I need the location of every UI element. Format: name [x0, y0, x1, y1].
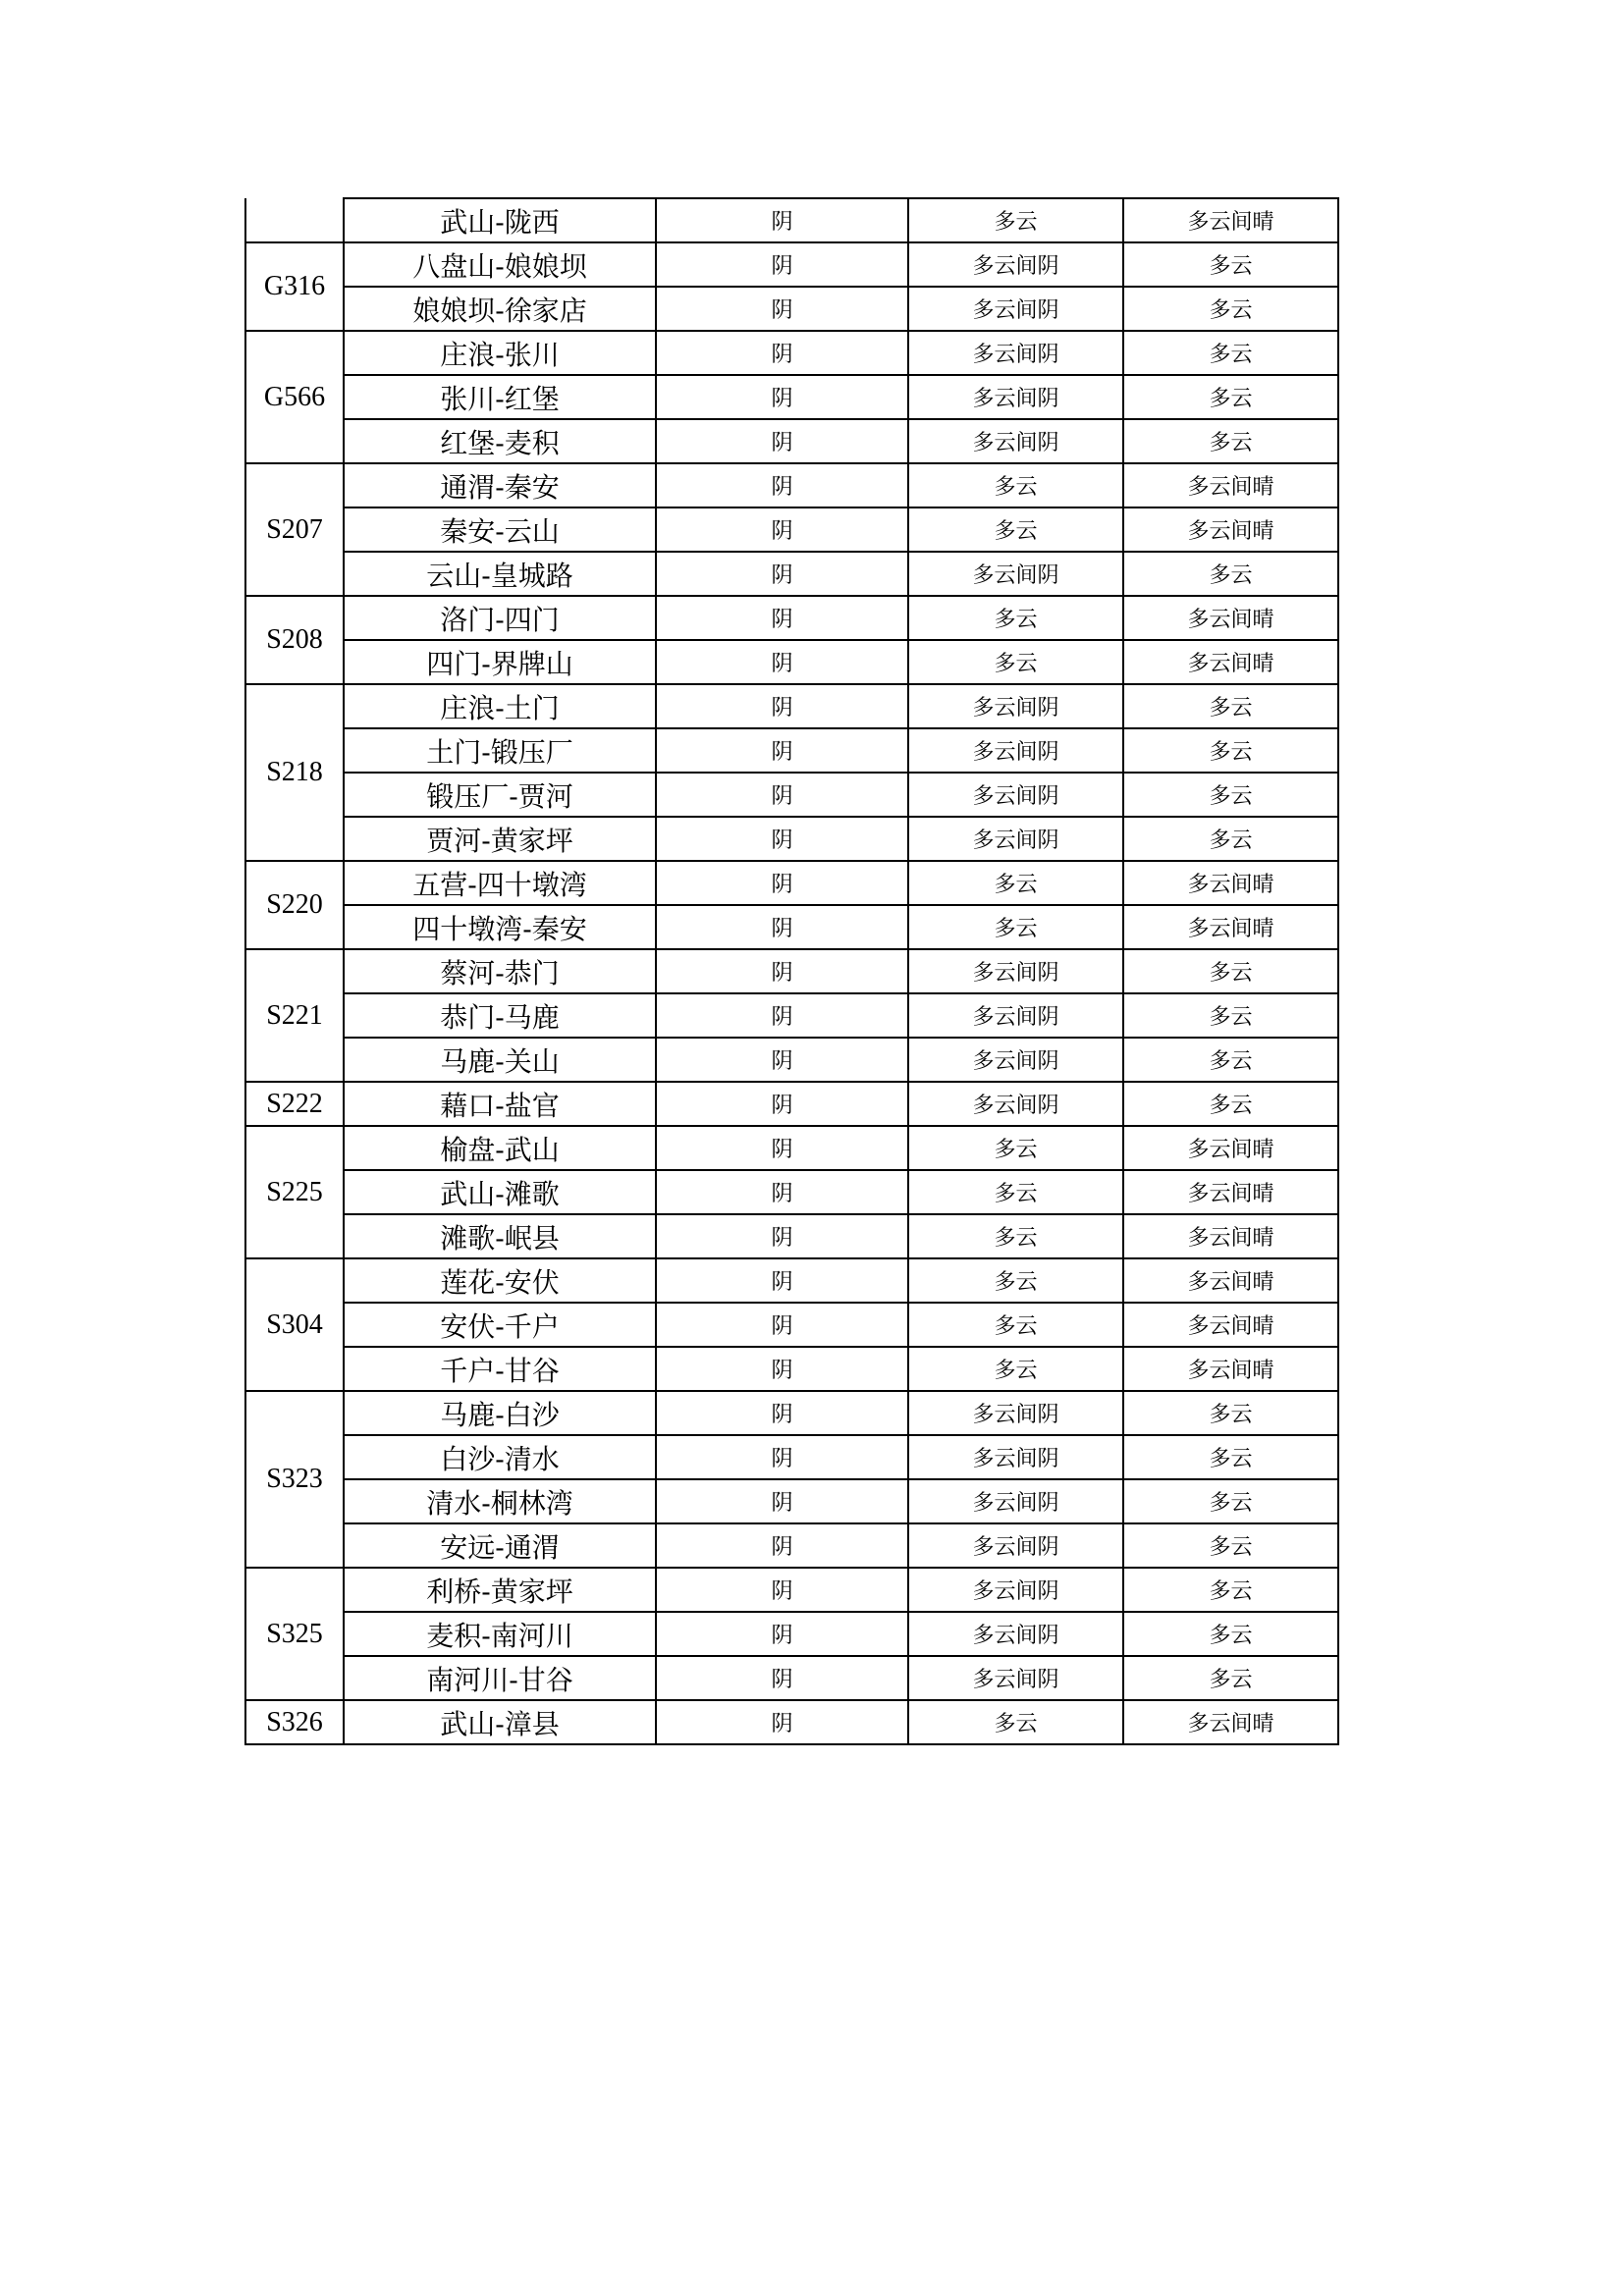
weather-period-2-cell: 多云间阴: [908, 1435, 1123, 1479]
section-name-cell: 滩歌-岷县: [344, 1214, 656, 1258]
weather-period-3-cell: 多云: [1123, 552, 1338, 596]
weather-period-2-cell: 多云: [908, 198, 1123, 242]
section-name-cell: 南河川-甘谷: [344, 1656, 656, 1700]
road-code-cell: S222: [245, 1082, 344, 1126]
weather-period-2-cell: 多云: [908, 463, 1123, 507]
weather-period-3-cell: 多云: [1123, 1082, 1338, 1126]
section-name-cell: 洛门-四门: [344, 596, 656, 640]
table-row: [245, 861, 1338, 905]
weather-period-1-cell: 阴: [656, 242, 908, 287]
table-row: [245, 331, 1338, 375]
section-name-cell: 庄浪-张川: [344, 331, 656, 375]
road-code-cell: S323: [245, 1391, 344, 1568]
weather-period-2-cell: 多云间阴: [908, 552, 1123, 596]
section-name-cell: 马鹿-关山: [344, 1038, 656, 1082]
weather-period-3-cell: 多云间晴: [1123, 596, 1338, 640]
table-row: [245, 1126, 1338, 1170]
weather-period-1-cell: 阴: [656, 463, 908, 507]
weather-period-3-cell: 多云: [1123, 331, 1338, 375]
section-name-cell: 恭门-马鹿: [344, 993, 656, 1038]
table-row: [245, 1568, 1338, 1612]
weather-period-2-cell: 多云间阴: [908, 773, 1123, 817]
weather-period-2-cell: 多云间阴: [908, 1656, 1123, 1700]
weather-period-3-cell: 多云: [1123, 1656, 1338, 1700]
weather-period-3-cell: 多云间晴: [1123, 1126, 1338, 1170]
road-weather-table: [244, 197, 1339, 1745]
weather-period-2-cell: 多云: [908, 640, 1123, 684]
weather-period-3-cell: 多云: [1123, 1391, 1338, 1435]
road-code-cell: G566: [245, 331, 344, 463]
weather-period-2-cell: 多云: [908, 905, 1123, 949]
weather-period-2-cell: 多云间阴: [908, 1082, 1123, 1126]
weather-period-2-cell: 多云间阴: [908, 684, 1123, 728]
section-name-cell: 四门-界牌山: [344, 640, 656, 684]
weather-period-3-cell: 多云: [1123, 1435, 1338, 1479]
weather-period-2-cell: 多云: [908, 1126, 1123, 1170]
weather-period-1-cell: 阴: [656, 861, 908, 905]
table-row: [245, 552, 1338, 596]
weather-period-3-cell: 多云: [1123, 1568, 1338, 1612]
weather-period-1-cell: 阴: [656, 1568, 908, 1612]
section-name-cell: 通渭-秦安: [344, 463, 656, 507]
weather-period-1-cell: 阴: [656, 1082, 908, 1126]
road-code-cell: G316: [245, 242, 344, 331]
weather-period-1-cell: 阴: [656, 1038, 908, 1082]
section-name-cell: 蔡河-恭门: [344, 949, 656, 993]
section-name-cell: 庄浪-土门: [344, 684, 656, 728]
weather-period-3-cell: 多云: [1123, 1479, 1338, 1523]
weather-period-2-cell: 多云间阴: [908, 993, 1123, 1038]
weather-period-2-cell: 多云: [908, 1258, 1123, 1303]
weather-period-1-cell: 阴: [656, 1170, 908, 1214]
weather-period-2-cell: 多云: [908, 1214, 1123, 1258]
weather-period-1-cell: 阴: [656, 331, 908, 375]
table-row: [245, 1347, 1338, 1391]
weather-period-3-cell: 多云: [1123, 728, 1338, 773]
section-name-cell: 五营-四十墩湾: [344, 861, 656, 905]
weather-period-3-cell: 多云: [1123, 1038, 1338, 1082]
section-name-cell: 清水-桐林湾: [344, 1479, 656, 1523]
table-row: [245, 507, 1338, 552]
weather-period-2-cell: 多云间阴: [908, 949, 1123, 993]
weather-period-3-cell: 多云: [1123, 684, 1338, 728]
table-row: [245, 728, 1338, 773]
weather-period-1-cell: 阴: [656, 1523, 908, 1568]
table-row: [245, 1082, 1338, 1126]
table-row: [245, 1303, 1338, 1347]
table-row: [245, 1479, 1338, 1523]
road-code-cell: [245, 198, 344, 242]
road-code-cell: S207: [245, 463, 344, 596]
weather-period-3-cell: 多云: [1123, 817, 1338, 861]
weather-period-3-cell: 多云间晴: [1123, 1170, 1338, 1214]
table-row: [245, 1391, 1338, 1435]
table-row: [245, 773, 1338, 817]
table-row: [245, 1523, 1338, 1568]
weather-period-2-cell: 多云间阴: [908, 419, 1123, 463]
weather-period-2-cell: 多云间阴: [908, 1568, 1123, 1612]
weather-period-2-cell: 多云间阴: [908, 1479, 1123, 1523]
table-row: [245, 1258, 1338, 1303]
weather-period-2-cell: 多云间阴: [908, 1391, 1123, 1435]
weather-period-1-cell: 阴: [656, 728, 908, 773]
section-name-cell: 武山-陇西: [344, 198, 656, 242]
section-name-cell: 武山-滩歌: [344, 1170, 656, 1214]
table-row: [245, 463, 1338, 507]
weather-period-1-cell: 阴: [656, 1214, 908, 1258]
section-name-cell: 张川-红堡: [344, 375, 656, 419]
weather-period-3-cell: 多云: [1123, 242, 1338, 287]
table-row: [245, 993, 1338, 1038]
road-code-cell: S225: [245, 1126, 344, 1258]
weather-period-1-cell: 阴: [656, 1700, 908, 1744]
table-row: [245, 198, 1338, 242]
weather-period-1-cell: 阴: [656, 1303, 908, 1347]
weather-period-1-cell: 阴: [656, 949, 908, 993]
table-row: [245, 1214, 1338, 1258]
table-row: [245, 242, 1338, 287]
weather-period-2-cell: 多云间阴: [908, 375, 1123, 419]
weather-period-2-cell: 多云: [908, 1303, 1123, 1347]
table-row: [245, 949, 1338, 993]
weather-period-2-cell: 多云间阴: [908, 1038, 1123, 1082]
table-row: [245, 817, 1338, 861]
section-name-cell: 莲花-安伏: [344, 1258, 656, 1303]
section-name-cell: 四十墩湾-秦安: [344, 905, 656, 949]
weather-period-1-cell: 阴: [656, 1612, 908, 1656]
table-row: [245, 684, 1338, 728]
weather-period-2-cell: 多云间阴: [908, 817, 1123, 861]
weather-period-2-cell: 多云: [908, 861, 1123, 905]
weather-period-3-cell: 多云: [1123, 1612, 1338, 1656]
section-name-cell: 麦积-南河川: [344, 1612, 656, 1656]
weather-period-1-cell: 阴: [656, 419, 908, 463]
table-row: [245, 419, 1338, 463]
table-row: [245, 1700, 1338, 1744]
section-name-cell: 安远-通渭: [344, 1523, 656, 1568]
weather-period-1-cell: 阴: [656, 507, 908, 552]
weather-period-3-cell: 多云间晴: [1123, 1258, 1338, 1303]
weather-period-1-cell: 阴: [656, 905, 908, 949]
weather-period-1-cell: 阴: [656, 817, 908, 861]
weather-period-3-cell: 多云: [1123, 419, 1338, 463]
weather-period-3-cell: 多云间晴: [1123, 1214, 1338, 1258]
weather-period-3-cell: 多云间晴: [1123, 198, 1338, 242]
section-name-cell: 千户-甘谷: [344, 1347, 656, 1391]
section-name-cell: 贾河-黄家坪: [344, 817, 656, 861]
weather-period-3-cell: 多云: [1123, 1523, 1338, 1568]
road-code-cell: S221: [245, 949, 344, 1082]
weather-period-1-cell: 阴: [656, 1656, 908, 1700]
weather-period-2-cell: 多云: [908, 596, 1123, 640]
table-row: [245, 596, 1338, 640]
weather-period-1-cell: 阴: [656, 552, 908, 596]
section-name-cell: 榆盘-武山: [344, 1126, 656, 1170]
table-row: [245, 1038, 1338, 1082]
section-name-cell: 利桥-黄家坪: [344, 1568, 656, 1612]
weather-period-3-cell: 多云间晴: [1123, 507, 1338, 552]
section-name-cell: 马鹿-白沙: [344, 1391, 656, 1435]
weather-period-3-cell: 多云间晴: [1123, 463, 1338, 507]
table-row: [245, 375, 1338, 419]
road-code-cell: S220: [245, 861, 344, 949]
table-row: [245, 640, 1338, 684]
table-row: [245, 1435, 1338, 1479]
weather-period-3-cell: 多云: [1123, 375, 1338, 419]
section-name-cell: 锻压厂-贾河: [344, 773, 656, 817]
weather-period-2-cell: 多云: [908, 507, 1123, 552]
table-row: [245, 905, 1338, 949]
road-code-cell: S326: [245, 1700, 344, 1744]
table-row: [245, 287, 1338, 331]
weather-period-1-cell: 阴: [656, 375, 908, 419]
section-name-cell: 云山-皇城路: [344, 552, 656, 596]
weather-period-3-cell: 多云: [1123, 287, 1338, 331]
road-code-cell: S325: [245, 1568, 344, 1700]
weather-period-1-cell: 阴: [656, 684, 908, 728]
weather-period-1-cell: 阴: [656, 596, 908, 640]
weather-period-2-cell: 多云: [908, 1347, 1123, 1391]
section-name-cell: 秦安-云山: [344, 507, 656, 552]
weather-period-3-cell: 多云: [1123, 949, 1338, 993]
weather-period-1-cell: 阴: [656, 1347, 908, 1391]
table-row: [245, 1612, 1338, 1656]
weather-period-2-cell: 多云间阴: [908, 728, 1123, 773]
weather-period-3-cell: 多云间晴: [1123, 1347, 1338, 1391]
weather-period-1-cell: 阴: [656, 773, 908, 817]
weather-period-1-cell: 阴: [656, 1258, 908, 1303]
section-name-cell: 土门-锻压厂: [344, 728, 656, 773]
weather-period-2-cell: 多云间阴: [908, 242, 1123, 287]
weather-period-3-cell: 多云间晴: [1123, 1700, 1338, 1744]
section-name-cell: 白沙-清水: [344, 1435, 656, 1479]
weather-period-3-cell: 多云: [1123, 993, 1338, 1038]
weather-period-1-cell: 阴: [656, 640, 908, 684]
road-code-cell: S304: [245, 1258, 344, 1391]
section-name-cell: 八盘山-娘娘坝: [344, 242, 656, 287]
weather-period-2-cell: 多云间阴: [908, 1523, 1123, 1568]
weather-period-1-cell: 阴: [656, 198, 908, 242]
table-row: [245, 1170, 1338, 1214]
weather-period-3-cell: 多云: [1123, 773, 1338, 817]
weather-period-1-cell: 阴: [656, 1435, 908, 1479]
weather-period-3-cell: 多云间晴: [1123, 905, 1338, 949]
weather-period-2-cell: 多云间阴: [908, 1612, 1123, 1656]
weather-period-2-cell: 多云: [908, 1170, 1123, 1214]
weather-period-2-cell: 多云间阴: [908, 287, 1123, 331]
section-name-cell: 武山-漳县: [344, 1700, 656, 1744]
weather-period-2-cell: 多云间阴: [908, 331, 1123, 375]
weather-period-1-cell: 阴: [656, 1126, 908, 1170]
weather-period-3-cell: 多云间晴: [1123, 640, 1338, 684]
weather-period-1-cell: 阴: [656, 1391, 908, 1435]
weather-period-1-cell: 阴: [656, 287, 908, 331]
weather-period-2-cell: 多云: [908, 1700, 1123, 1744]
table-row: [245, 1656, 1338, 1700]
section-name-cell: 红堡-麦积: [344, 419, 656, 463]
road-code-cell: S208: [245, 596, 344, 684]
table-body: [245, 198, 1338, 1744]
weather-period-3-cell: 多云间晴: [1123, 1303, 1338, 1347]
section-name-cell: 藉口-盐官: [344, 1082, 656, 1126]
weather-period-1-cell: 阴: [656, 993, 908, 1038]
section-name-cell: 安伏-千户: [344, 1303, 656, 1347]
weather-period-3-cell: 多云间晴: [1123, 861, 1338, 905]
weather-period-1-cell: 阴: [656, 1479, 908, 1523]
section-name-cell: 娘娘坝-徐家店: [344, 287, 656, 331]
road-code-cell: S218: [245, 684, 344, 861]
